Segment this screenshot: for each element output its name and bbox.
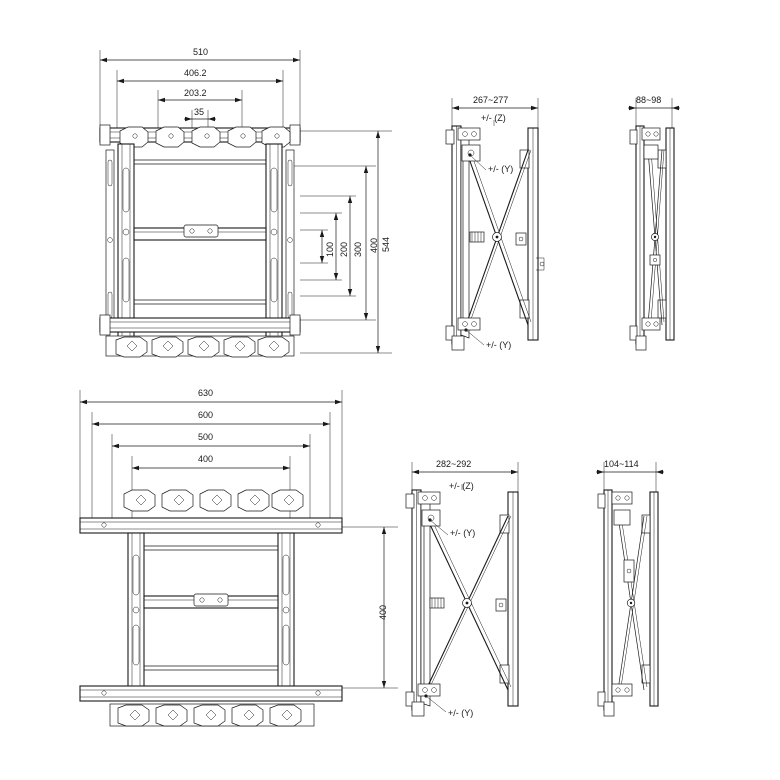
dim-label-630: 630 bbox=[198, 388, 214, 398]
dim-label-104-114: 104~114 bbox=[604, 459, 639, 469]
label-adjust-y-bottom-bottom: +/- (Y) bbox=[448, 708, 474, 718]
dim-label-267-277: 267~277 bbox=[473, 95, 509, 105]
dim-label-35: 35 bbox=[194, 107, 205, 117]
dim-label-510: 510 bbox=[193, 47, 209, 57]
label-adjust-y-top-bottom: +/- (Y) bbox=[450, 528, 476, 538]
dim-label-600: 600 bbox=[198, 410, 214, 420]
dim-label-100: 100 bbox=[325, 241, 335, 257]
dim-label-406-2: 406.2 bbox=[184, 68, 207, 78]
dim-label-500: 500 bbox=[198, 432, 214, 442]
top-side-folded-geometry bbox=[628, 95, 680, 350]
dim-label-203-2: 203.2 bbox=[184, 88, 207, 98]
dim-label-200: 200 bbox=[339, 241, 349, 257]
top-side-view-geometry bbox=[446, 95, 544, 350]
label-adjust-z-bottom: +/- (Z) bbox=[449, 481, 474, 491]
dim-label-400-top: 400 bbox=[369, 237, 379, 253]
dim-label-282-292: 282~292 bbox=[436, 459, 472, 469]
bottom-side-folded-geometry bbox=[596, 459, 664, 716]
label-adjust-y-top: +/- (Y) bbox=[488, 164, 514, 174]
bottom-side-view-geometry bbox=[406, 459, 518, 716]
label-adjust-y-bottom: +/- (Y) bbox=[486, 340, 512, 350]
bottom-front-view-geometry bbox=[80, 390, 398, 726]
dim-label-544: 544 bbox=[381, 236, 391, 252]
dim-label-400-height: 400 bbox=[378, 604, 388, 620]
top-front-view-geometry bbox=[100, 47, 392, 357]
dim-label-400-bottom: 400 bbox=[198, 454, 214, 464]
dim-label-300: 300 bbox=[353, 241, 363, 257]
dim-label-88-98: 88~98 bbox=[636, 95, 662, 105]
label-adjust-z-top: +/- (Z) bbox=[481, 113, 506, 123]
